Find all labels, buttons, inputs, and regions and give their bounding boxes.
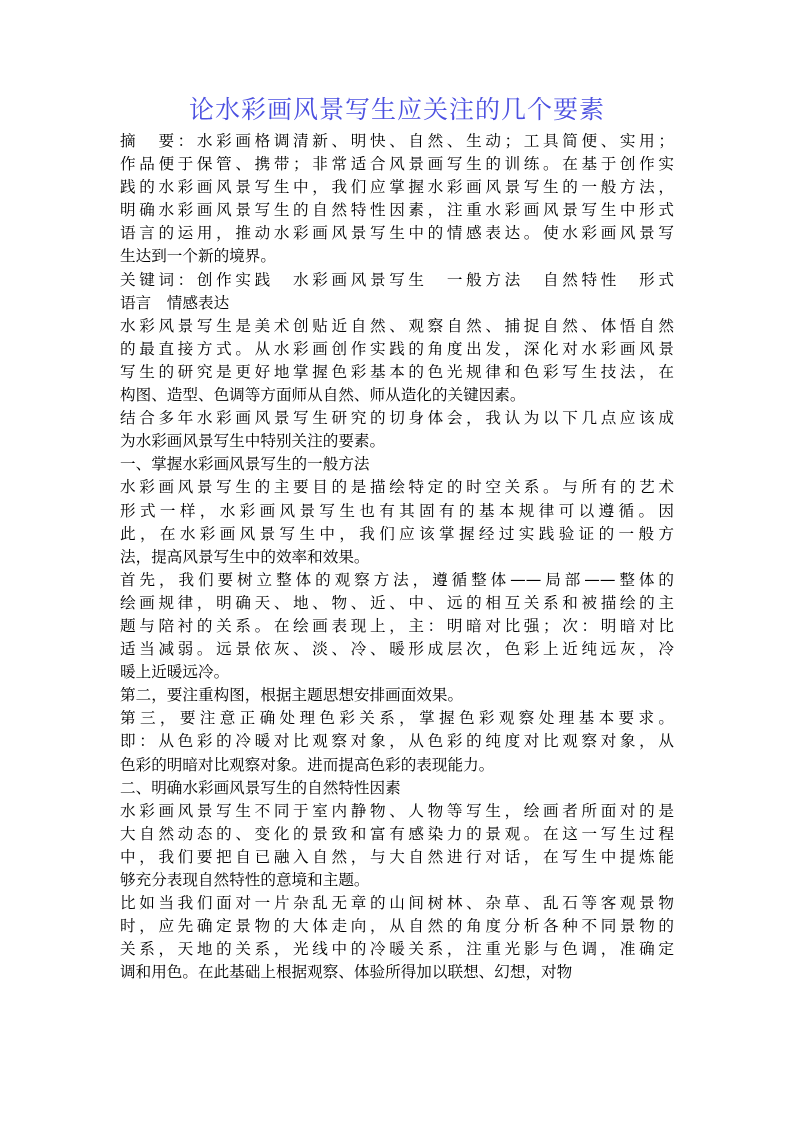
document-body	[120, 130, 674, 984]
text-line: 法，提高风景写生中的效率和效果。	[120, 547, 370, 566]
text-line: 比如当我们面对一片杂乱无章的山间树林、杂草、乱石等客观景物	[120, 894, 674, 913]
intro-paragraph-1	[120, 315, 674, 407]
text-line: 色彩的明暗对比观察对象。进而提高色彩的表现能力。	[120, 755, 495, 774]
text-line: 的最直接方式。从水彩画创作实践的角度出发，深化对水彩画风景	[120, 339, 674, 358]
section-2-heading	[120, 777, 674, 800]
section-2-paragraph-2	[120, 892, 674, 984]
text-line: 为水彩画风景写生中特别关注的要素。	[120, 432, 386, 451]
text-line: 水彩画风景写生的主要目的是描绘特定的时空关系。与所有的艺术	[120, 478, 674, 497]
text-line: 结合多年水彩画风景写生研究的切身体会，我认为以下几点应该成	[120, 409, 674, 428]
text-line: 作品便于保管、携带；非常适合风景画写生的训练。在基于创作实	[120, 155, 674, 174]
text-line: 构图、造型、色调等方面师从自然、师从造化的关键因素。	[120, 386, 526, 405]
text-line: 语言 情感表达	[120, 293, 230, 312]
section-2-paragraph-1	[120, 800, 674, 892]
text-line: 中，我们要把自已融入自然，与大自然进行对话，在写生中提炼能	[120, 847, 674, 866]
section-1-paragraph-4	[120, 707, 674, 776]
text-line: 即：从色彩的冷暖对比观察对象，从色彩的纯度对比观察对象，从	[120, 732, 674, 751]
text-line: 形式一样，水彩画风景写生也有其固有的基本规律可以遵循。因	[120, 501, 674, 520]
text-line: 第二，要注重构图，根据主题思想安排画面效果。	[120, 686, 464, 705]
text-line: 写生的研究是更好地掌握色彩基本的色光规律和色彩写生技法，在	[120, 362, 674, 381]
text-line: 一、掌握水彩画风景写生的一般方法	[120, 455, 370, 474]
text-line: 语言的运用，推动水彩画风景写生中的情感表达。使水彩画风景写	[120, 224, 674, 243]
abstract	[120, 130, 674, 269]
keywords	[120, 269, 674, 315]
text-line: 践的水彩画风景写生中，我们应掌握水彩画风景写生的一般方法，	[120, 178, 674, 197]
text-line: 此，在水彩画风景写生中，我们应该掌握经过实践验证的一般方	[120, 524, 674, 543]
document-title: 论水彩画风景写生应关注的几个要素	[188, 95, 605, 124]
text-line: 够充分表现自然特性的意境和主题。	[120, 871, 370, 889]
section-1-paragraph-2	[120, 569, 674, 684]
text-line: 关键词：创作实践 水彩画风景写生 一般方法 自然特性 形式	[120, 270, 674, 289]
text-line: 水彩风景写生是美术创贴近自然、观察自然、捕捉自然、体悟自然	[120, 316, 674, 335]
text-line: 适当减弱。远景依灰、淡、冷、暖形成层次，色彩上近纯远灰，冷	[120, 640, 674, 659]
text-line: 明确水彩画风景写生的自然特性因素，注重水彩画风景写生中形式	[120, 201, 674, 220]
text-line: 第三，要注意正确处理色彩关系，掌握色彩观察处理基本要求。	[120, 709, 674, 728]
text-line: 二、明确水彩画风景写生的自然特性因素	[120, 778, 401, 797]
text-line: 首先，我们要树立整体的观察方法，遵循整体——局部——整体的	[120, 570, 674, 589]
text-line: 调和用色。在此基础上根据观察、体验所得加以联想、幻想，对物	[120, 963, 573, 982]
text-line: 时，应先确定景物的大体走向，从自然的角度分析各种不同景物的	[120, 917, 674, 936]
section-1-paragraph-3	[120, 684, 674, 707]
text-line: 大自然动态的、变化的景致和富有感染力的景观。在这一写生过程	[120, 824, 674, 843]
intro-paragraph-2	[120, 407, 674, 453]
section-1-paragraph-1	[120, 476, 674, 568]
text-line: 水彩画风景写生不同于室内静物、人物等写生，绘画者所面对的是	[120, 801, 674, 820]
text-line: 摘 要：水彩画格调清新、明快、自然、生动；工具简便、实用；	[120, 132, 674, 150]
text-line: 暖上近暖远冷。	[120, 663, 230, 682]
section-1-heading	[120, 453, 674, 476]
text-line: 关系，天地的关系，光线中的冷暖关系，注重光影与色调，准确定	[120, 940, 674, 959]
text-line: 题与陪衬的关系。在绘画表现上，主：明暗对比强；次：明暗对比	[120, 616, 674, 635]
text-line: 生达到一个新的境界。	[120, 247, 276, 266]
text-line: 绘画规律，明确天、地、物、近、中、远的相互关系和被描绘的主	[120, 593, 674, 612]
